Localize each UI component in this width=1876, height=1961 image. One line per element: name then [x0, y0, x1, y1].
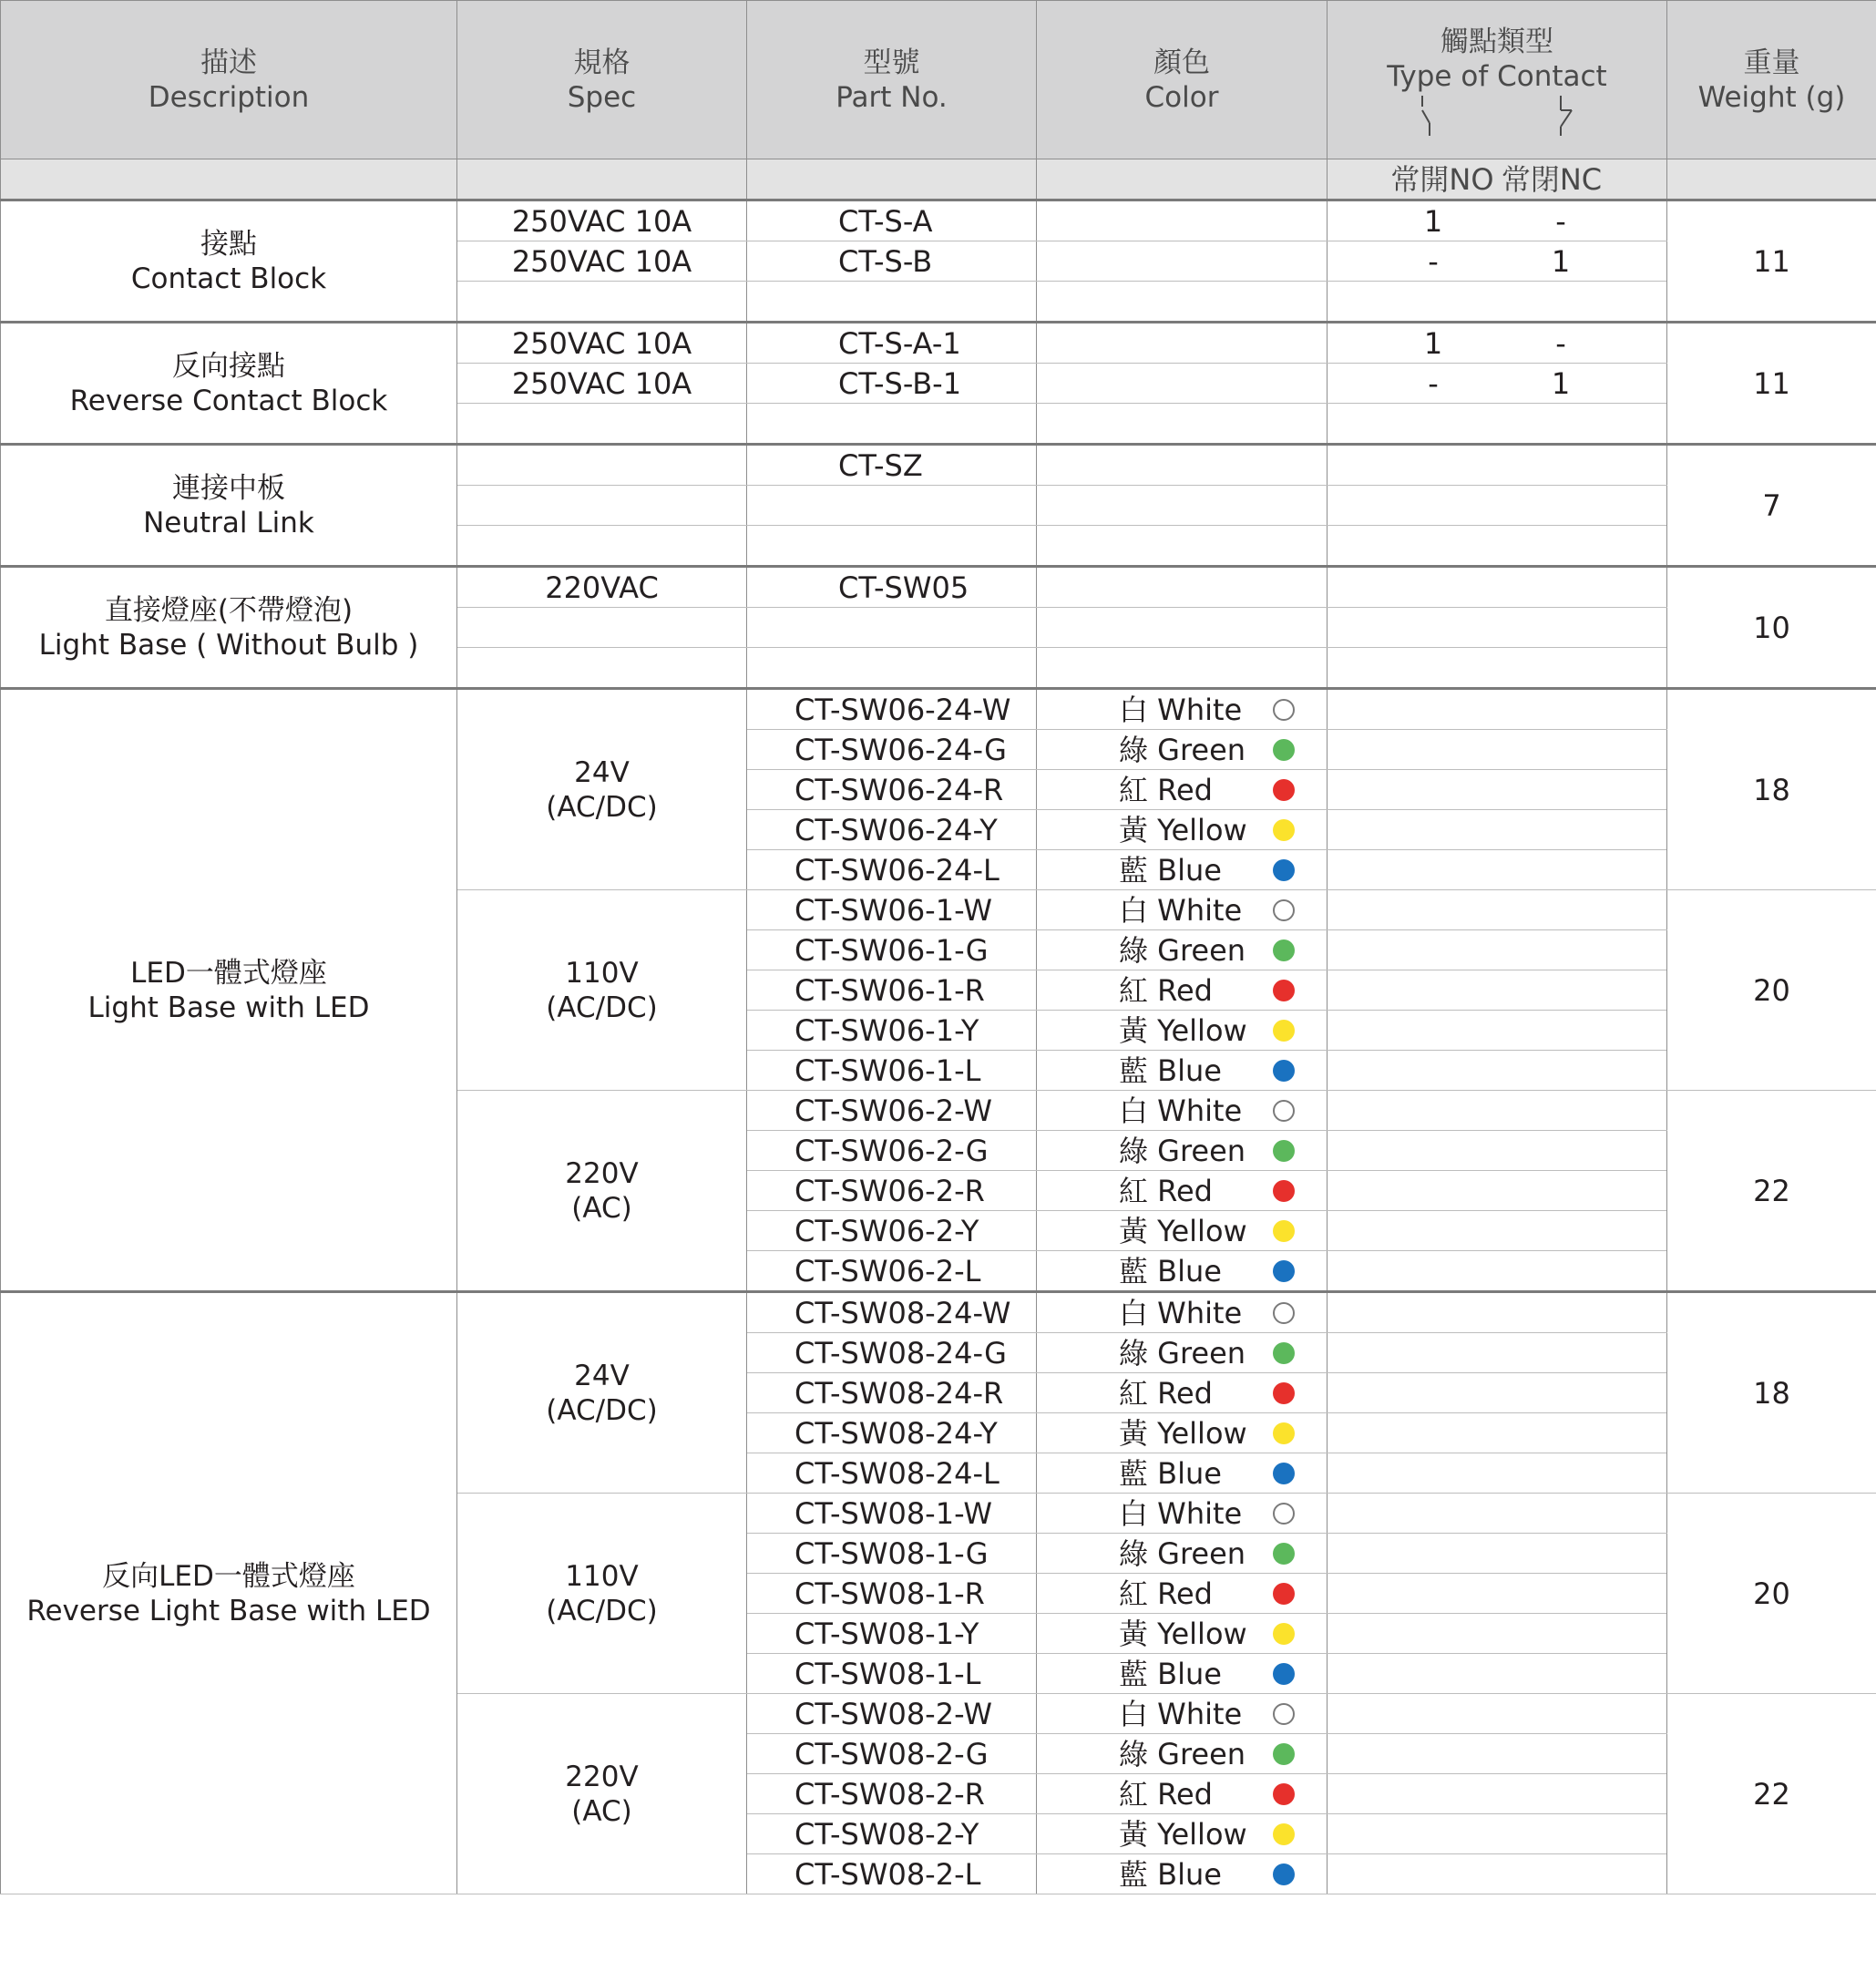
color-label: 白 White	[1119, 1295, 1243, 1330]
part-number-cell: CT-S-B	[747, 241, 1037, 282]
color-label: 黃 Yellow	[1119, 1213, 1247, 1248]
color-cell	[1037, 1251, 1328, 1292]
color-cell	[1037, 730, 1328, 770]
color-label: 黃 Yellow	[1119, 1012, 1247, 1048]
spec-cell: 110V (AC/DC)	[457, 1494, 747, 1694]
color-swatch-icon	[1273, 1663, 1295, 1685]
description-cell: 反向接點 Reverse Contact Block	[1, 323, 457, 445]
color-swatch-icon	[1273, 1180, 1295, 1202]
table-row	[1, 1292, 1876, 1333]
color-label: 綠 Green	[1119, 1736, 1246, 1771]
description-cell: LED一體式燈座 Light Base with LED	[1, 689, 457, 1292]
normally-open-icon	[1417, 96, 1442, 136]
table-row	[1, 445, 1876, 486]
color-cell	[1037, 1494, 1328, 1534]
description-cell: 直接燈座(不帶燈泡) Light Base ( Without Bulb )	[1, 567, 457, 689]
description-cell: 連接中板 Neutral Link	[1, 445, 457, 567]
part-number-cell: CT-SW06-2-R	[747, 1171, 1037, 1211]
part-number-cell: CT-SW08-1-G	[747, 1534, 1037, 1574]
color-swatch-icon	[1273, 1342, 1295, 1364]
part-number-cell: CT-SW06-1-L	[747, 1051, 1037, 1091]
part-number-cell: CT-SW06-24-Y	[747, 810, 1037, 850]
color-swatch-icon	[1273, 1703, 1295, 1725]
color-cell	[1037, 689, 1328, 730]
color-cell	[1037, 1413, 1328, 1453]
weight-cell: 11	[1667, 200, 1876, 323]
col-part-no: 型號 Part No.	[747, 1, 1037, 159]
color-label: 黃 Yellow	[1119, 1816, 1247, 1852]
contact-nc-label: 常閉NC	[1501, 161, 1603, 197]
color-label: 紅 Red	[1119, 1173, 1213, 1208]
part-number-cell: CT-SW06-2-W	[747, 1091, 1037, 1131]
contact-subheader	[1328, 159, 1667, 200]
color-cell	[1037, 1292, 1328, 1333]
color-swatch-icon	[1273, 1140, 1295, 1162]
part-number-cell: CT-SW08-24-L	[747, 1453, 1037, 1494]
color-cell	[1037, 1333, 1328, 1373]
color-swatch-icon	[1273, 1382, 1295, 1404]
part-number-cell: CT-SW08-24-Y	[747, 1413, 1037, 1453]
color-swatch-icon	[1273, 1463, 1295, 1484]
color-label: 白 White	[1119, 1495, 1243, 1531]
color-swatch-icon	[1273, 1783, 1295, 1805]
weight-cell: 22	[1667, 1694, 1876, 1894]
spec-cell: 250VAC 10A	[457, 323, 747, 364]
color-swatch-icon	[1273, 1302, 1295, 1324]
color-cell	[1037, 1574, 1328, 1614]
color-swatch-icon	[1273, 1823, 1295, 1845]
part-number-cell: CT-SW06-24-R	[747, 770, 1037, 810]
color-swatch-icon	[1273, 699, 1295, 721]
spec-cell	[457, 445, 747, 486]
color-label: 藍 Blue	[1119, 1856, 1222, 1892]
spec-cell: 250VAC 10A	[457, 364, 747, 404]
part-number-cell: CT-SZ	[747, 445, 1037, 486]
color-label: 黃 Yellow	[1119, 812, 1247, 847]
color-swatch-icon	[1273, 1020, 1295, 1042]
color-swatch-icon	[1273, 859, 1295, 881]
contact-cell: 1 -	[1328, 323, 1667, 364]
part-number-cell: CT-SW06-24-G	[747, 730, 1037, 770]
color-cell	[1037, 1814, 1328, 1854]
color-label: 黃 Yellow	[1119, 1415, 1247, 1451]
color-cell	[1037, 1694, 1328, 1734]
color-cell	[1037, 850, 1328, 890]
part-number-cell: CT-SW05	[747, 567, 1037, 608]
color-cell	[1037, 1734, 1328, 1774]
color-label: 藍 Blue	[1119, 1253, 1222, 1289]
col-weight: 重量 Weight (g)	[1667, 1, 1876, 159]
description-cell: 接點 Contact Block	[1, 200, 457, 323]
description-cell: 反向LED一體式燈座 Reverse Light Base with LED	[1, 1292, 457, 1894]
color-cell	[1037, 1854, 1328, 1894]
color-swatch-icon	[1273, 739, 1295, 761]
color-swatch-icon	[1273, 1583, 1295, 1605]
color-swatch-icon	[1273, 980, 1295, 1001]
normally-closed-icon	[1552, 96, 1577, 136]
weight-cell: 7	[1667, 445, 1876, 567]
color-swatch-icon	[1273, 939, 1295, 961]
part-number-cell: CT-SW08-1-W	[747, 1494, 1037, 1534]
part-number-cell: CT-SW06-2-G	[747, 1131, 1037, 1171]
contact-cell: - 1	[1328, 241, 1667, 282]
part-number-cell: CT-SW08-1-R	[747, 1574, 1037, 1614]
color-cell	[1037, 1774, 1328, 1814]
color-label: 藍 Blue	[1119, 852, 1222, 888]
color-swatch-icon	[1273, 819, 1295, 841]
part-number-cell: CT-SW06-1-W	[747, 890, 1037, 930]
part-number-cell: CT-SW08-2-G	[747, 1734, 1037, 1774]
weight-cell: 22	[1667, 1091, 1876, 1292]
part-number-cell: CT-SW06-1-Y	[747, 1011, 1037, 1051]
part-number-cell: CT-S-A-1	[747, 323, 1037, 364]
color-cell	[1037, 1453, 1328, 1494]
part-number-cell: CT-S-A	[747, 200, 1037, 241]
color-label: 綠 Green	[1119, 1535, 1246, 1571]
part-number-cell: CT-SW08-24-G	[747, 1333, 1037, 1373]
color-label: 紅 Red	[1119, 1375, 1213, 1411]
color-label: 白 White	[1119, 1696, 1243, 1731]
part-number-cell: CT-S-B-1	[747, 364, 1037, 404]
color-label: 白 White	[1119, 1093, 1243, 1128]
color-swatch-icon	[1273, 1260, 1295, 1282]
color-cell	[1037, 930, 1328, 970]
part-number-cell: CT-SW06-1-R	[747, 970, 1037, 1011]
color-cell	[1037, 1211, 1328, 1251]
color-label: 藍 Blue	[1119, 1455, 1222, 1491]
color-swatch-icon	[1273, 1743, 1295, 1765]
part-number-cell: CT-SW06-2-L	[747, 1251, 1037, 1292]
color-cell	[1037, 1373, 1328, 1413]
color-label: 紅 Red	[1119, 772, 1213, 807]
contact-no-label: 常開NO	[1390, 161, 1494, 197]
color-swatch-icon	[1273, 1863, 1295, 1885]
table-header	[1, 1, 1876, 200]
col-contact-type: 觸點類型 Type of Contact	[1328, 1, 1667, 159]
color-label: 紅 Red	[1119, 972, 1213, 1008]
color-cell	[1037, 770, 1328, 810]
part-number-cell: CT-SW08-2-R	[747, 1774, 1037, 1814]
color-cell	[1037, 1051, 1328, 1091]
color-label: 綠 Green	[1119, 932, 1246, 968]
part-number-cell: CT-SW06-2-Y	[747, 1211, 1037, 1251]
spec-cell: 250VAC 10A	[457, 200, 747, 241]
color-label: 藍 Blue	[1119, 1656, 1222, 1691]
weight-cell: 18	[1667, 689, 1876, 890]
color-swatch-icon	[1273, 1503, 1295, 1525]
color-cell	[1037, 1131, 1328, 1171]
part-number-cell: CT-SW08-2-W	[747, 1694, 1037, 1734]
color-cell	[1037, 1091, 1328, 1131]
part-number-cell: CT-SW06-24-W	[747, 689, 1037, 730]
color-label: 綠 Green	[1119, 732, 1246, 767]
spec-cell: 220V (AC)	[457, 1694, 747, 1894]
color-cell	[1037, 1654, 1328, 1694]
weight-cell: 20	[1667, 890, 1876, 1091]
spec-cell: 250VAC 10A	[457, 241, 747, 282]
color-swatch-icon	[1273, 1422, 1295, 1444]
contact-symbols	[1328, 96, 1666, 136]
contact-cell: - 1	[1328, 364, 1667, 404]
table-row	[1, 689, 1876, 730]
color-swatch-icon	[1273, 1060, 1295, 1082]
color-label: 白 White	[1119, 892, 1243, 928]
col-description: 描述 Description	[1, 1, 457, 159]
color-cell	[1037, 1534, 1328, 1574]
color-label: 紅 Red	[1119, 1576, 1213, 1611]
color-label: 藍 Blue	[1119, 1052, 1222, 1088]
part-number-cell: CT-SW08-1-L	[747, 1654, 1037, 1694]
color-cell	[1037, 810, 1328, 850]
color-label: 黃 Yellow	[1119, 1616, 1247, 1651]
color-swatch-icon	[1273, 1543, 1295, 1565]
part-number-cell: CT-SW08-1-Y	[747, 1614, 1037, 1654]
contact-cell: 1 -	[1328, 200, 1667, 241]
part-number-cell: CT-SW08-2-L	[747, 1854, 1037, 1894]
color-swatch-icon	[1273, 1623, 1295, 1645]
color-swatch-icon	[1273, 779, 1295, 801]
color-label: 綠 Green	[1119, 1133, 1246, 1168]
weight-cell: 18	[1667, 1292, 1876, 1494]
color-label: 白 White	[1119, 692, 1243, 727]
weight-cell: 10	[1667, 567, 1876, 689]
led-section	[1, 689, 1876, 1894]
color-cell	[1037, 1171, 1328, 1211]
spec-cell: 110V (AC/DC)	[457, 890, 747, 1091]
part-number-cell: CT-SW08-24-R	[747, 1373, 1037, 1413]
spec-cell: 220VAC	[457, 567, 747, 608]
color-label: 綠 Green	[1119, 1335, 1246, 1371]
table-body	[1, 200, 1876, 689]
part-number-cell: CT-SW06-24-L	[747, 850, 1037, 890]
spec-cell: 24V (AC/DC)	[457, 1292, 747, 1494]
part-number-cell: CT-SW08-24-W	[747, 1292, 1037, 1333]
color-label: 紅 Red	[1119, 1776, 1213, 1812]
spec-cell: 24V (AC/DC)	[457, 689, 747, 890]
color-cell	[1037, 1011, 1328, 1051]
part-number-cell: CT-SW08-2-Y	[747, 1814, 1037, 1854]
color-cell	[1037, 970, 1328, 1011]
weight-cell: 11	[1667, 323, 1876, 445]
table-row	[1, 200, 1876, 241]
color-swatch-icon	[1273, 1100, 1295, 1122]
color-cell	[1037, 890, 1328, 930]
table-row	[1, 567, 1876, 608]
table-row	[1, 323, 1876, 364]
color-swatch-icon	[1273, 899, 1295, 921]
part-number-cell: CT-SW06-1-G	[747, 930, 1037, 970]
color-cell	[1037, 1614, 1328, 1654]
weight-cell: 20	[1667, 1494, 1876, 1694]
color-swatch-icon	[1273, 1220, 1295, 1242]
col-spec: 規格 Spec	[457, 1, 747, 159]
col-color: 顏色 Color	[1037, 1, 1328, 159]
spec-cell: 220V (AC)	[457, 1091, 747, 1292]
